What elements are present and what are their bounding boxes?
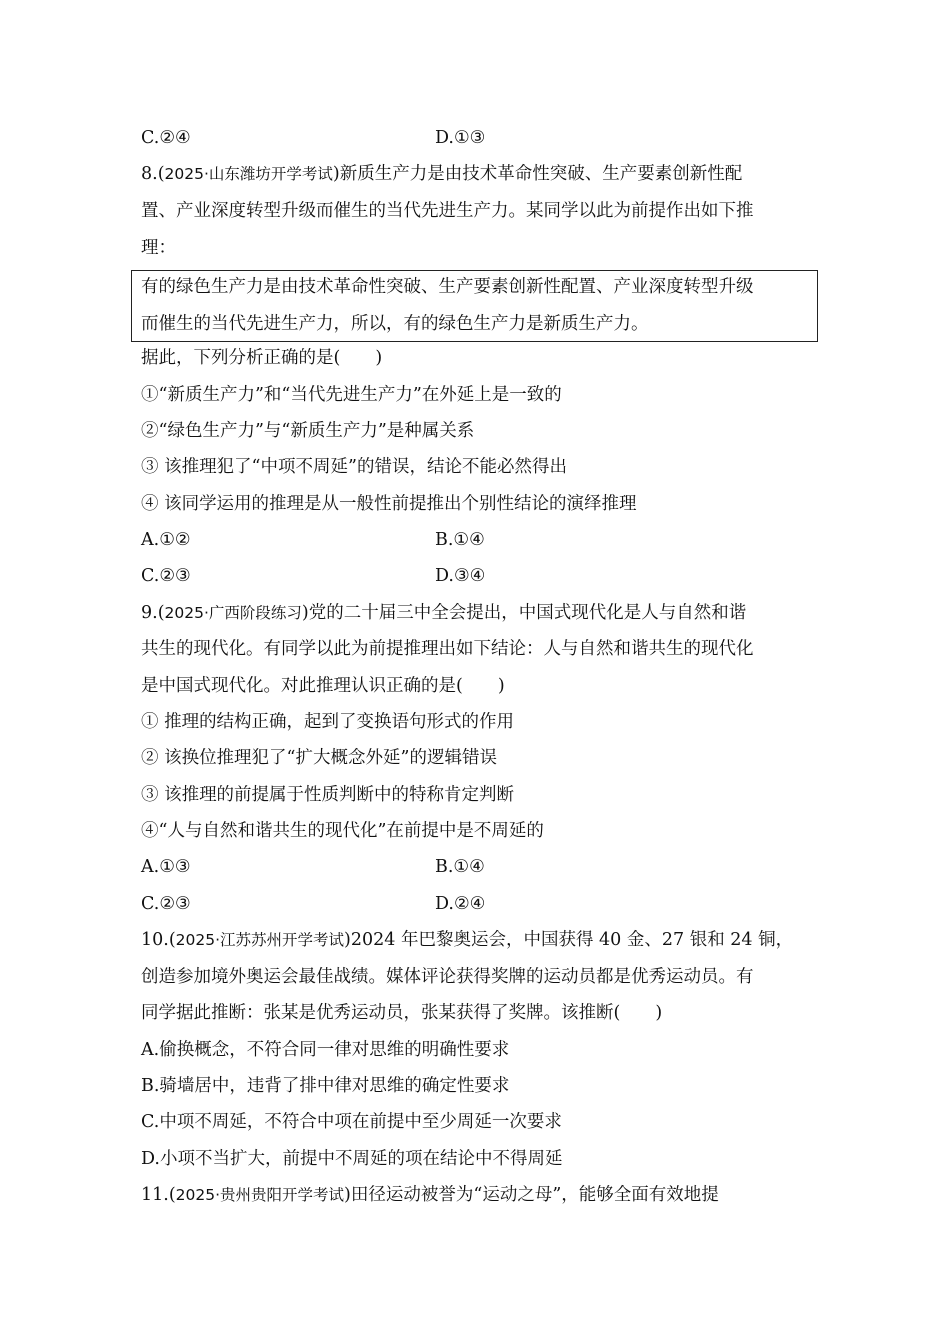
statement-4: ④ 该同学运用的推理是从一般性前提推出个别性结论的演绎推理: [141, 494, 637, 514]
question-source: 2025·江苏苏州开学考试: [175, 931, 345, 949]
option-a-q8: A.①②: [141, 530, 191, 550]
option-b-q10: B.骑墙居中，违背了排中律对思维的确定性要求: [141, 1076, 510, 1096]
reasoning-box-line2: 而催生的当代先进生产力，所以，有的绿色生产力是新质生产力。: [141, 314, 649, 334]
option-c-q9: C.②③: [141, 894, 191, 914]
question-8-stem-line2: 置、产业深度转型升级而催生的当代先进生产力。某同学以此为前提作出如下推: [141, 201, 754, 221]
option-d-q10: D.小项不当扩大，前提中不周延的项在结论中不得周延: [141, 1149, 563, 1169]
question-9-stem-line2: 共生的现代化。有同学以此为前提推理出如下结论：人与自然和谐共生的现代化: [141, 639, 754, 659]
option-d-q7: D.①③: [435, 128, 486, 148]
option-a-q9: A.①③: [141, 857, 191, 877]
statement-3: ③ 该推理的前提属于性质判断中的特称肯定判断: [141, 785, 515, 805]
question-8-stem-line1: [141, 162, 742, 186]
question-10-stem-line1: [141, 928, 793, 952]
statement-1: ①“新质生产力”和“当代先进生产力”在外延上是一致的: [141, 385, 562, 405]
option-a-q10: A.偷换概念，不符合同一律对思维的明确性要求: [141, 1040, 510, 1060]
option-b-q8: B.①④: [435, 530, 485, 550]
question-10-stem-line2: 创造参加境外奥运会最佳战绩。媒体评论获得奖牌的运动员都是优秀运动员。有: [141, 967, 754, 987]
question-number: 9.(: [141, 603, 165, 623]
option-d-q9: D.②④: [435, 894, 486, 914]
question-number: 10.(: [141, 930, 176, 950]
question-text: )新质生产力是由技术革命性突破、生产要素创新性配: [332, 164, 743, 184]
statement-2: ②“绿色生产力”与“新质生产力”是种属关系: [141, 421, 475, 441]
option-c-q10: C.中项不周延，不符合中项在前提中至少周延一次要求: [141, 1112, 562, 1132]
question-11-stem-line1: [141, 1183, 719, 1207]
statement-4: ④“人与自然和谐共生的现代化”在前提中是不周延的: [141, 821, 544, 841]
question-8-stem-line3: 理：: [141, 238, 176, 258]
statement-3: ③ 该推理犯了“中项不周延”的错误，结论不能必然得出: [141, 457, 567, 477]
statement-1: ① 推理的结构正确，起到了变换语句形式的作用: [141, 712, 515, 732]
reasoning-box: [131, 270, 818, 342]
option-d-q8: D.③④: [435, 566, 486, 586]
question-source: 2025·山东潍坊开学考试: [164, 165, 333, 183]
option-c-q8: C.②③: [141, 566, 191, 586]
question-text: )党的二十届三中全会提出，中国式现代化是人与自然和谐: [301, 603, 747, 623]
question-9-stem-line1: [141, 601, 746, 625]
question-text: )田径运动被誉为“运动之母”，能够全面有效地提: [344, 1185, 719, 1205]
question-number: 8.(: [141, 164, 165, 184]
question-number: 11.(: [141, 1185, 176, 1205]
option-b-q9: B.①④: [435, 857, 485, 877]
reasoning-box-line1: 有的绿色生产力是由技术革命性突破、生产要素创新性配置、产业深度转型升级: [141, 277, 754, 297]
question-9-stem-line3: 是中国式现代化。对此推理认识正确的是( ): [141, 676, 505, 696]
question-text: )2024 年巴黎奥运会，中国获得 40 金、27 银和 24 铜，: [344, 930, 794, 950]
question-10-stem-line3: 同学据此推断：张某是优秀运动员，张某获得了奖牌。该推断( ): [141, 1003, 663, 1023]
question-source: 2025·贵州贵阳开学考试: [175, 1186, 345, 1204]
statement-2: ② 该换位推理犯了“扩大概念外延”的逻辑错误: [141, 748, 497, 768]
question-8-prompt: 据此，下列分析正确的是( ): [141, 348, 383, 368]
option-c-q7: C.②④: [141, 128, 191, 148]
question-source: 2025·广西阶段练习: [164, 604, 302, 622]
